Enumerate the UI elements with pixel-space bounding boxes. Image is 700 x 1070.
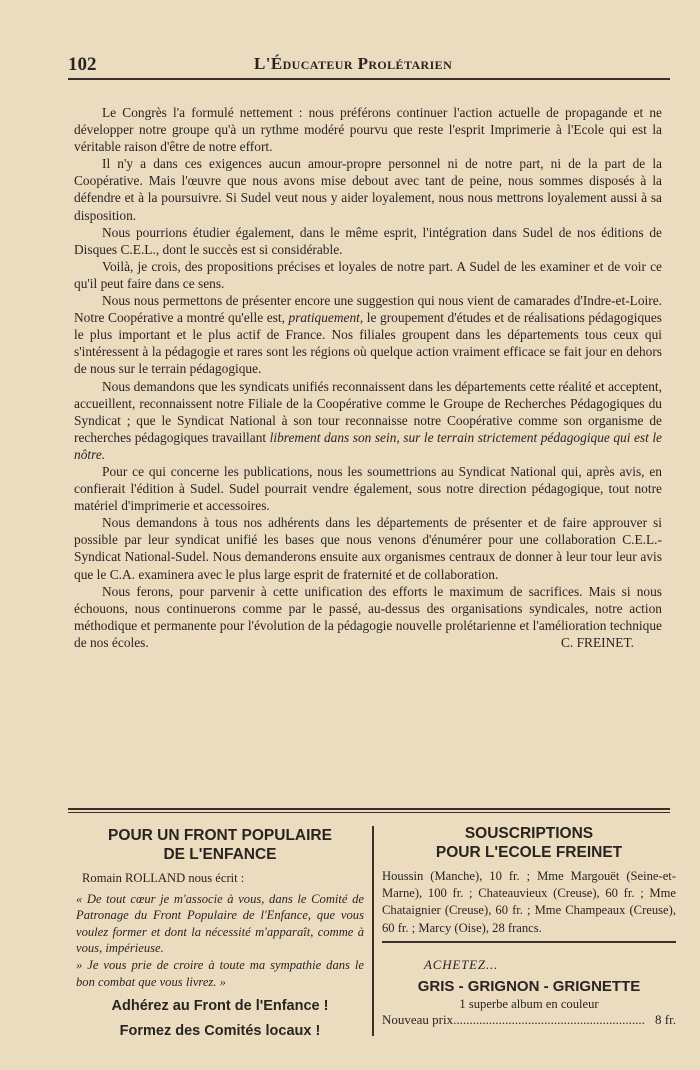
header-rule [68,78,670,80]
price-label: Nouveau prix [382,1012,454,1028]
text-run: , le groupement d'études et de réalisations pédagogiques le plus important et le plus actif de France. Nos filiales groupent dans les départements tous ceux qui s'intéressent à la pédagogie et rares sont les régions où quelque action vraiment efficace se fait jour en dehors de nous sur le terrain pédagogique. [74,310,662,377]
column-divider [372,826,374,1036]
article-paragraph [74,292,662,377]
price-value: 8 fr. [655,1012,676,1028]
emphasis: pratiquement [288,310,360,326]
box-title: POUR L'ECOLE FREINET [435,844,623,861]
product-name: GRIS - GRIGNON - GRIGNETTE [417,977,641,995]
article-paragraph: Voilà, je crois, des propositions précises et loyales de notre part. A Sudel de les examiner et de voir ce qu'il peut faire dans ce sens. [74,258,662,291]
product-description: 1 superbe album en couleur [459,996,599,1011]
quote-text: » Je vous prie de croire à toute ma sympathie dans le bon combat que vous livrez. » [76,957,364,989]
text-run: Nous demandons que les syndicats unifiés reconnaissent dans les départements cette réalité et acceptent, accueillent, reconnaissent notre Filiale de la Coopérative comme le Groupe de Recherches Pédagogiques du Syndicat ; que le Syndicat National à son tour reconnaisse notre Coopérative comme son organisme de recherches pédagogiques travaillant [74,378,662,445]
intro-text: Romain ROLLAND nous écrit : [82,871,245,885]
article-paragraph [74,378,662,463]
page-number: 102 [68,54,97,75]
quote-text: « De tout cœur je m'associe à vous, dans le Comité de Patronage du Front Populaire de l'Enfance, que vous voulez former et dont la nécessité m'apparaît, comme à vous, impérieuse. [76,891,364,956]
box-title: POUR UN FRONT POPULAIRE [108,827,332,844]
journal-title: L'Éducateur Prolétarien [254,54,453,73]
box-title: DE L'ENFANCE [163,846,277,863]
section-rule-bottom [68,812,670,813]
section-rule-top [68,808,670,810]
article-paragraph: Il n'y a dans ces exigences aucun amour-propre personnel ni de notre part, ni de la part de la Coopérative. Mais l'œuvre que nous avons mise debout avec tant de peine, nous sommes disposés à la défendre et à la poursuivre. Si Sudel veut nous y aider loyalement, nous nous mettrons loyalement aussi à sa disposition. [74,156,662,223]
ad-heading: ACHETEZ... [424,956,499,972]
article-paragraph: Nous pourrions étudier également, dans le même esprit, l'intégration dans Sudel de nos éditions de Disques C.E.L., dont le succès est si considérable. [74,224,662,257]
page-header [68,52,670,80]
article-paragraph: Nous demandons à tous nos adhérents dans les départements de présenter et de faire approuver si possible par leur syndicat unifié les bases que nous venons d'énumérer pour une collaboration C.E.L.-Syndicat National-Sudel. Nous demanderons ensuite aux organismes centraux de donner à leur tour leur avis que le C.A. examinera avec le plus large esprit de fraternité et de collaboration. [74,515,662,582]
donor-list: Houssin (Manche), 10 fr. ; Mme Margouët (Seine-et-Marne), 100 fr. ; Chateauvieux (Creuse), 60 fr. ; Mme Chataignier (Creuse), 60 fr. ; Mme Champeaux (Creuse), 60 fr. ; Marcy (Oise), 28 francs. [382,869,676,935]
front-populaire-box [76,826,364,1044]
call-to-action: Adhérez au Front de l'Enfance ! [111,998,329,1015]
emphasis: librement dans son sein, sur le terrain strictement pédagogique qui est le nôtre. [74,429,662,462]
article-paragraph: Le Congrès l'a formulé nettement : nous préférons continuer l'action actuelle de propagande et ne développer notre groupe qu'à un rythme modéré pourvu que reste l'esprit Imprimerie à l'Ecole qui est la véritable raison d'être de notre effort. [74,105,662,155]
price-row [382,1012,676,1028]
text-run: Nous nous permettons de présenter encore une suggestion qui nous vient de camarades d'Indre-et-Loire. Notre Coopérative a montré qu'elle est, [74,293,662,326]
box-title: SOUSCRIPTIONS [464,825,594,842]
article-paragraph: Nous ferons, pour parvenir à cette unification des efforts le maximum de sacrifices. Mais si nous échouons, nous continuerons comme par le passé, au-dessus des organisations syndicales, notre action méthodique et permanente pour l'évolution de la pédagogie nouvelle prolétarienne et l'amélioration technique de nos écoles. [74,583,662,650]
article-paragraph: Pour ce qui concerne les publications, nous les soumettrions au Syndicat National qui, après avis, en confierait l'édition à Sudel. Sudel pourrait vendre également, sous notre direction pédagogique, tout notre matériel d'imprimerie et accessoires. [74,463,662,514]
article-body [74,104,662,651]
call-to-action: Formez des Comités locaux ! [119,1023,321,1040]
ad-rule [382,941,676,943]
price-leader: ........................................................... [453,1012,645,1028]
signature: C. FREINET. [560,635,634,650]
souscriptions-box [382,824,676,1028]
